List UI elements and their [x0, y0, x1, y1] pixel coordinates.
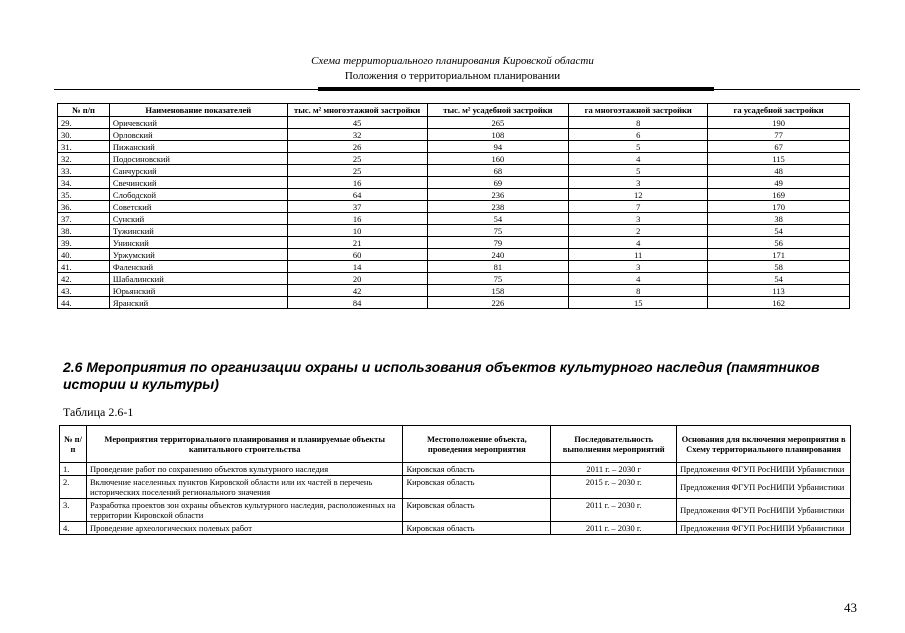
header-divider-accent	[318, 87, 714, 91]
table-cell: 75	[427, 273, 569, 285]
table-cell: Предложения ФГУП РосНИПИ Урбанистики	[677, 522, 851, 535]
table-cell: Предложения ФГУП РосНИПИ Урбанистики	[677, 499, 851, 522]
table-row	[58, 297, 850, 309]
table-cell: 2015 г. – 2030 г.	[551, 476, 677, 499]
table-row	[58, 153, 850, 165]
table-cell: Кировская область	[403, 476, 551, 499]
table-cell: 32	[287, 129, 427, 141]
table-cell: 113	[708, 285, 850, 297]
table-cell: Орловский	[109, 129, 287, 141]
table-cell: 20	[287, 273, 427, 285]
table-cell: Сунский	[109, 213, 287, 225]
table-row	[58, 201, 850, 213]
table-cell: 170	[708, 201, 850, 213]
column-header: тыс. м² усадебной застройки	[427, 104, 569, 117]
table-cell: Юрьянский	[109, 285, 287, 297]
table-cell: 160	[427, 153, 569, 165]
table-cell: 49	[708, 177, 850, 189]
table-cell: 56	[708, 237, 850, 249]
table-cell: 40.	[58, 249, 110, 261]
table-cell: 236	[427, 189, 569, 201]
document-header-subtitle: Положения о территориальном планировании	[344, 70, 561, 82]
table-cell: 36.	[58, 201, 110, 213]
table-cell: 79	[427, 237, 569, 249]
table-cell: Кировская область	[403, 522, 551, 535]
table-cell: 3	[569, 177, 708, 189]
table-cell: Слободской	[109, 189, 287, 201]
table-cell: 34.	[58, 177, 110, 189]
table-cell: 4.	[60, 522, 87, 535]
table-cell: 32.	[58, 153, 110, 165]
table-cell: 226	[427, 297, 569, 309]
table-cell: Предложения ФГУП РосНИПИ Урбанистики	[677, 476, 851, 499]
table-cell: 2011 г. – 2030 г	[551, 463, 677, 476]
column-header: Основания для включения мероприятия в Схему территориального планирования	[677, 426, 851, 463]
column-header: га многоэтажной застройки	[569, 104, 708, 117]
table-cell: 69	[427, 177, 569, 189]
table-cell: 238	[427, 201, 569, 213]
table-cell: Кировская область	[403, 499, 551, 522]
table-cell: 2	[569, 225, 708, 237]
table-cell: Пижанский	[109, 141, 287, 153]
table-cell: 15	[569, 297, 708, 309]
table-row	[58, 237, 850, 249]
table-cell: 84	[287, 297, 427, 309]
table-row	[58, 165, 850, 177]
table-cell: 190	[708, 117, 850, 129]
table-cell: 162	[708, 297, 850, 309]
table-row	[58, 285, 850, 297]
table-cell: 10	[287, 225, 427, 237]
table-cell: Уржумский	[109, 249, 287, 261]
table-row	[58, 213, 850, 225]
table-cell: 265	[427, 117, 569, 129]
table-cell: 58	[708, 261, 850, 273]
table-cell: 39.	[58, 237, 110, 249]
table-cell: 4	[569, 237, 708, 249]
table-header-row	[60, 426, 851, 463]
table-cell: Разработка проектов зон охраны объектов культурного наследия, расположенных на территории Кировской области	[86, 499, 402, 522]
table-cell: 54	[708, 225, 850, 237]
table-cell: Предложения ФГУП РосНИПИ Урбанистики	[677, 463, 851, 476]
table-cell: 77	[708, 129, 850, 141]
table-body	[60, 463, 851, 535]
table-cell: 158	[427, 285, 569, 297]
table-cell: Проведение работ по сохранению объектов культурного наследия	[86, 463, 402, 476]
table-cell: 37.	[58, 213, 110, 225]
table-cell: 37	[287, 201, 427, 213]
table-body	[58, 117, 850, 309]
table-cell: 5	[569, 141, 708, 153]
table-row	[58, 189, 850, 201]
table-cell: 12	[569, 189, 708, 201]
table-row	[60, 476, 851, 499]
table-row	[58, 117, 850, 129]
table-cell: 115	[708, 153, 850, 165]
heritage-measures-table	[59, 425, 851, 535]
table-cell: 30.	[58, 129, 110, 141]
table-row	[58, 273, 850, 285]
column-header: га усадебной застройки	[708, 104, 850, 117]
table-cell: 64	[287, 189, 427, 201]
table-cell: Яранский	[109, 297, 287, 309]
table-cell: Советский	[109, 201, 287, 213]
table-cell: 35.	[58, 189, 110, 201]
table-cell: 75	[427, 225, 569, 237]
table-cell: 3.	[60, 499, 87, 522]
table-row	[60, 522, 851, 535]
table-cell: 7	[569, 201, 708, 213]
table-cell: 14	[287, 261, 427, 273]
table-cell: Оричевский	[109, 117, 287, 129]
table-row	[60, 499, 851, 522]
table-cell: 11	[569, 249, 708, 261]
table-cell: 54	[708, 273, 850, 285]
table-row	[58, 261, 850, 273]
table-cell: 25	[287, 153, 427, 165]
table-cell: Фаленский	[109, 261, 287, 273]
table-cell: 108	[427, 129, 569, 141]
table-cell: 38	[708, 213, 850, 225]
table-cell: 5	[569, 165, 708, 177]
table-cell: 21	[287, 237, 427, 249]
table-cell: Подосиновский	[109, 153, 287, 165]
table-cell: 3	[569, 261, 708, 273]
table-cell: 60	[287, 249, 427, 261]
table-cell: 48	[708, 165, 850, 177]
table-cell: 16	[287, 177, 427, 189]
table-cell: 240	[427, 249, 569, 261]
table-cell: 42	[287, 285, 427, 297]
table-row	[60, 463, 851, 476]
table-row	[58, 141, 850, 153]
table-cell: Тужинский	[109, 225, 287, 237]
table-row	[58, 249, 850, 261]
table-cell: 26	[287, 141, 427, 153]
table-cell: 68	[427, 165, 569, 177]
table-row	[58, 129, 850, 141]
document-header-title: Схема территориального планирования Кировской области	[311, 55, 594, 67]
table-cell: 25	[287, 165, 427, 177]
table-cell: Свечинский	[109, 177, 287, 189]
table-header-row	[58, 104, 850, 117]
table-cell: 8	[569, 117, 708, 129]
table-cell: 41.	[58, 261, 110, 273]
table-cell: Проведение археологических полевых работ	[86, 522, 402, 535]
column-header: Последовательность выполнения мероприятий	[551, 426, 677, 463]
table-cell: 6	[569, 129, 708, 141]
table-cell: Шабалинский	[109, 273, 287, 285]
table-cell: 29.	[58, 117, 110, 129]
table-cell: 8	[569, 285, 708, 297]
table-cell: Унинский	[109, 237, 287, 249]
column-header: Местоположение объекта, проведения мероприятия	[403, 426, 551, 463]
table-cell: 94	[427, 141, 569, 153]
column-header: Наименование показателей	[109, 104, 287, 117]
table-row	[58, 225, 850, 237]
table-cell: 2.	[60, 476, 87, 499]
table-cell: 2011 г. – 2030 г.	[551, 522, 677, 535]
table-row	[58, 177, 850, 189]
table-cell: 67	[708, 141, 850, 153]
table-cell: 31.	[58, 141, 110, 153]
section-heading: 2.6 Мероприятия по организации охраны и использования объектов культурного наследия (памятников истории и культуры)	[63, 359, 820, 392]
table-cell: 3	[569, 213, 708, 225]
table-cell: 4	[569, 273, 708, 285]
table-cell: 38.	[58, 225, 110, 237]
table-cell: 44.	[58, 297, 110, 309]
table-cell: Включение населенных пунктов Кировской области или их частей в перечень исторических поселений регионального значения	[86, 476, 402, 499]
table-cell: 81	[427, 261, 569, 273]
table-cell: Кировская область	[403, 463, 551, 476]
column-header: № п/п	[60, 426, 87, 463]
table-cell: 4	[569, 153, 708, 165]
table-cell: 43.	[58, 285, 110, 297]
table-cell: Санчурский	[109, 165, 287, 177]
table-caption: Таблица 2.6-1	[63, 405, 134, 419]
table-cell: 33.	[58, 165, 110, 177]
table-cell: 169	[708, 189, 850, 201]
column-header: № п/п	[58, 104, 110, 117]
table-cell: 2011 г. – 2030 г.	[551, 499, 677, 522]
table-cell: 54	[427, 213, 569, 225]
table-cell: 45	[287, 117, 427, 129]
column-header: Мероприятия территориального планирования и планируемые объекты капитального строительства	[86, 426, 402, 463]
page-number: 43	[844, 600, 857, 615]
table-cell: 171	[708, 249, 850, 261]
table-cell: 42.	[58, 273, 110, 285]
table-cell: 16	[287, 213, 427, 225]
column-header: тыс. м² многоэтажной застройки	[287, 104, 427, 117]
table-cell: 1.	[60, 463, 87, 476]
housing-indicators-table	[57, 103, 850, 309]
